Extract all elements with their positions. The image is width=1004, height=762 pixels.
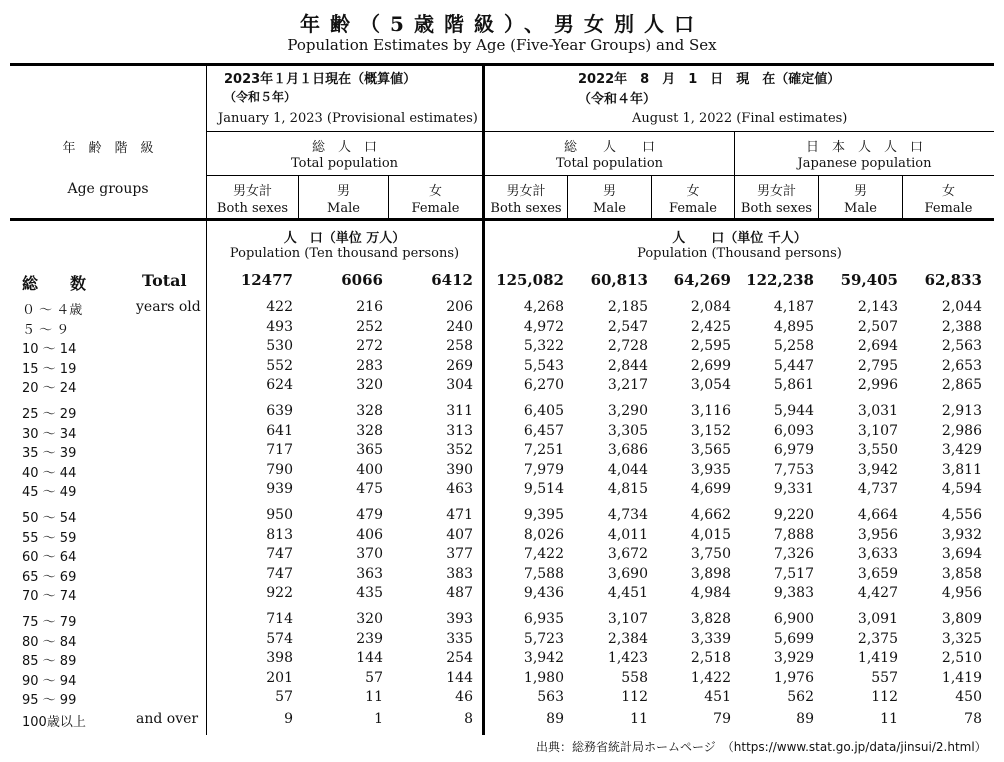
value-cell: 2,388 xyxy=(941,318,982,335)
value-cell: 2,844 xyxy=(607,357,648,374)
value-cell: 2,510 xyxy=(941,650,982,667)
value-cell: 5,543 xyxy=(523,357,564,374)
value-cell: 64,269 xyxy=(673,271,731,289)
value-cell: 60,813 xyxy=(590,271,648,289)
table-row xyxy=(0,423,1004,442)
value-cell: 144 xyxy=(356,650,383,667)
value-cell: 112 xyxy=(621,689,648,706)
age-label: 45 ～ 49 xyxy=(22,485,77,501)
total-2023-en: Total population xyxy=(290,156,399,171)
value-cell: 562 xyxy=(787,689,814,706)
both-sexes-en: Both sexes xyxy=(216,201,289,216)
date-2022-jp: 2022年 8 月 1 日 現 在（確定値） xyxy=(578,72,841,87)
value-cell: 1,419 xyxy=(857,650,898,667)
age-label: 65 ～ 69 xyxy=(22,569,77,585)
value-cell: 3,339 xyxy=(690,630,731,647)
value-cell: 3,550 xyxy=(857,442,898,459)
value-cell: 6,935 xyxy=(523,611,564,627)
value-cell: 3,828 xyxy=(690,611,731,627)
header-line-2 xyxy=(207,175,994,176)
age-suffix: years old xyxy=(136,299,201,315)
value-cell: 59,405 xyxy=(840,271,898,289)
table-row xyxy=(0,689,1004,708)
value-cell: 3,107 xyxy=(607,611,648,627)
value-cell: 4,984 xyxy=(690,585,731,602)
value-cell: 4,956 xyxy=(941,585,982,602)
value-cell: 9,331 xyxy=(773,481,814,498)
value-cell: 2,384 xyxy=(607,630,648,647)
value-cell: 365 xyxy=(356,442,383,459)
value-cell: 2,518 xyxy=(690,650,731,667)
value-cell: 2,375 xyxy=(857,630,898,647)
value-cell: 4,556 xyxy=(941,507,982,523)
value-cell: 2,728 xyxy=(607,338,648,355)
value-cell: 3,152 xyxy=(690,422,731,439)
value-cell: 558 xyxy=(621,669,648,686)
age-label: 60 ～ 64 xyxy=(22,550,77,566)
value-cell: 552 xyxy=(266,357,293,374)
value-cell: 4,737 xyxy=(857,481,898,498)
value-cell: 3,811 xyxy=(941,461,982,478)
value-cell: 3,935 xyxy=(690,461,731,478)
table-row xyxy=(0,319,1004,338)
value-cell: 939 xyxy=(266,481,293,498)
value-cell: 272 xyxy=(356,338,383,355)
value-cell: 641 xyxy=(266,422,293,439)
table-top-border xyxy=(10,63,994,66)
unit-2022-en: Population (Thousand persons) xyxy=(637,246,842,261)
age-label: 20 ～ 24 xyxy=(22,381,77,397)
both-sexes-en: Both sexes xyxy=(490,201,562,216)
male-jp: 男 xyxy=(602,184,616,199)
value-cell: 3,858 xyxy=(941,565,982,582)
value-cell: 57 xyxy=(365,669,383,686)
date-2022-en: August 1, 2022 (Final estimates) xyxy=(632,111,848,126)
value-cell: 9,514 xyxy=(523,481,564,498)
value-cell: 269 xyxy=(446,357,473,374)
value-cell: 239 xyxy=(356,630,383,647)
value-cell: 6,457 xyxy=(523,422,564,439)
value-cell: 254 xyxy=(446,650,473,667)
table-row xyxy=(0,338,1004,357)
value-cell: 216 xyxy=(356,299,383,315)
value-cell: 400 xyxy=(356,461,383,478)
value-cell: 9,395 xyxy=(523,507,564,523)
value-cell: 6066 xyxy=(341,271,383,289)
age-label: 35 ～ 39 xyxy=(22,446,77,462)
value-cell: 3,898 xyxy=(690,565,731,582)
value-cell: 89 xyxy=(546,711,564,727)
value-cell: 3,290 xyxy=(607,403,648,419)
both-sexes-en: Both sexes xyxy=(740,201,813,216)
value-cell: 398 xyxy=(266,650,293,667)
value-cell: 8 xyxy=(464,711,473,727)
value-cell: 8,026 xyxy=(523,526,564,543)
value-cell: 435 xyxy=(356,585,383,602)
value-cell: 451 xyxy=(704,689,731,706)
value-cell: 2,084 xyxy=(690,299,731,315)
value-cell: 5,322 xyxy=(523,338,564,355)
value-cell: 5,258 xyxy=(773,338,814,355)
value-cell: 7,588 xyxy=(523,565,564,582)
unit-2023-jp: 人 口（単位 万人） xyxy=(283,231,406,246)
age-label: 75 ～ 79 xyxy=(22,615,77,630)
value-cell: 4,427 xyxy=(857,585,898,602)
value-cell: 950 xyxy=(266,507,293,523)
table-row xyxy=(0,527,1004,546)
value-cell: 3,031 xyxy=(857,403,898,419)
value-cell: 2,865 xyxy=(941,377,982,394)
value-cell: 3,107 xyxy=(857,422,898,439)
value-cell: 2,653 xyxy=(941,357,982,374)
value-cell: 383 xyxy=(446,565,473,582)
value-cell: 5,447 xyxy=(773,357,814,374)
value-cell: 7,326 xyxy=(773,546,814,563)
value-cell: 2,996 xyxy=(857,377,898,394)
table-row xyxy=(0,507,1004,526)
value-cell: 125,082 xyxy=(496,271,564,289)
unit-2023-en: Population (Ten thousand persons) xyxy=(229,246,460,261)
value-cell: 4,664 xyxy=(857,507,898,523)
age-groups-label-en: Age groups xyxy=(67,181,149,197)
male-en: Male xyxy=(593,201,626,216)
value-cell: 3,929 xyxy=(773,650,814,667)
male-en: Male xyxy=(327,201,360,216)
female-jp: 女 xyxy=(428,184,442,199)
era-2022-jp: （令和４年） xyxy=(578,92,657,107)
value-cell: 390 xyxy=(446,461,473,478)
value-cell: 5,944 xyxy=(773,403,814,419)
female-jp: 女 xyxy=(686,184,700,199)
value-cell: 7,422 xyxy=(523,546,564,563)
value-cell: 5,699 xyxy=(773,630,814,647)
value-cell: 3,672 xyxy=(607,546,648,563)
page-title: 年齢（5歳階級）、男女別人口 xyxy=(300,12,704,36)
value-cell: 6,900 xyxy=(773,611,814,627)
value-cell: 3,429 xyxy=(941,442,982,459)
table-row xyxy=(0,670,1004,689)
value-cell: 370 xyxy=(356,546,383,563)
source-note: 出典：総務省統計局ホームページ （https://www.stat.go.jp/data/jinsui/2.html） xyxy=(536,740,987,754)
value-cell: 352 xyxy=(446,442,473,459)
value-cell: 1,423 xyxy=(607,650,648,667)
value-cell: 283 xyxy=(356,357,383,374)
value-cell: 311 xyxy=(446,403,473,419)
header-bottom-border xyxy=(10,218,994,221)
value-cell: 471 xyxy=(446,507,473,523)
value-cell: 747 xyxy=(266,546,293,563)
value-cell: 122,238 xyxy=(746,271,814,289)
value-cell: 3,091 xyxy=(857,611,898,627)
value-cell: 12477 xyxy=(240,271,293,289)
value-cell: 7,753 xyxy=(773,461,814,478)
value-cell: 3,217 xyxy=(607,377,648,394)
value-cell: 3,942 xyxy=(857,461,898,478)
value-cell: 4,015 xyxy=(690,526,731,543)
value-cell: 3,694 xyxy=(941,546,982,563)
value-cell: 813 xyxy=(266,526,293,543)
header-line-1 xyxy=(207,131,994,132)
value-cell: 4,972 xyxy=(523,318,564,335)
female-en: Female xyxy=(669,201,717,216)
value-cell: 11 xyxy=(365,689,383,706)
value-cell: 335 xyxy=(446,630,473,647)
value-cell: 2,595 xyxy=(690,338,731,355)
value-cell: 112 xyxy=(871,689,898,706)
age-label: 100歳以上 xyxy=(22,715,86,730)
value-cell: 624 xyxy=(266,377,293,394)
date-2023-jp: 2023年１月１日現在（概算値） xyxy=(224,72,417,87)
value-cell: 717 xyxy=(266,442,293,459)
value-cell: 201 xyxy=(266,669,293,686)
value-cell: 2,185 xyxy=(607,299,648,315)
age-label: 55 ～ 59 xyxy=(22,530,77,546)
value-cell: 2,507 xyxy=(857,318,898,335)
page-subtitle: Population Estimates by Age (Five-Year Groups) and Sex xyxy=(287,36,717,54)
japanese-2022-en: Japanese population xyxy=(797,156,932,171)
value-cell: 563 xyxy=(537,689,564,706)
value-cell: 328 xyxy=(356,422,383,439)
value-cell: 2,795 xyxy=(857,357,898,374)
value-cell: 7,979 xyxy=(523,461,564,478)
value-cell: 7,517 xyxy=(773,565,814,582)
age-label: 40 ～ 44 xyxy=(22,465,77,481)
value-cell: 4,451 xyxy=(607,585,648,602)
value-cell: 320 xyxy=(356,611,383,627)
table-row xyxy=(0,358,1004,377)
table-row xyxy=(0,650,1004,669)
table-row xyxy=(0,611,1004,630)
value-cell: 11 xyxy=(630,711,648,727)
value-cell: 479 xyxy=(356,507,383,523)
value-cell: 3,932 xyxy=(941,526,982,543)
value-cell: 3,054 xyxy=(690,377,731,394)
value-cell: 4,268 xyxy=(523,299,564,315)
value-cell: 487 xyxy=(446,585,473,602)
age-label: 85 ～ 89 xyxy=(22,654,77,670)
value-cell: 4,662 xyxy=(690,507,731,523)
table-row xyxy=(0,631,1004,650)
value-cell: 475 xyxy=(356,481,383,498)
date-2023-en: January 1, 2023 (Provisional estimates) xyxy=(218,111,478,126)
value-cell: 2,699 xyxy=(690,357,731,374)
value-cell: 1,976 xyxy=(773,669,814,686)
value-cell: 5,861 xyxy=(773,377,814,394)
value-cell: 3,633 xyxy=(857,546,898,563)
value-cell: 377 xyxy=(446,546,473,563)
value-cell: 62,833 xyxy=(924,271,982,289)
value-cell: 1,980 xyxy=(523,669,564,686)
total-label-en: Total xyxy=(142,271,187,290)
value-cell: 557 xyxy=(871,669,898,686)
value-cell: 7,888 xyxy=(773,526,814,543)
value-cell: 3,659 xyxy=(857,565,898,582)
age-label: 30 ～ 34 xyxy=(22,426,77,442)
value-cell: 5,723 xyxy=(523,630,564,647)
value-cell: 4,895 xyxy=(773,318,814,335)
total-2022-en: Total population xyxy=(555,156,664,171)
value-cell: 3,956 xyxy=(857,526,898,543)
female-en: Female xyxy=(924,201,973,216)
value-cell: 6,979 xyxy=(773,442,814,459)
table-row xyxy=(0,566,1004,585)
age-label: ０ ～ ４歳 xyxy=(22,303,83,318)
male-jp: 男 xyxy=(336,184,350,199)
value-cell: 320 xyxy=(356,377,383,394)
value-cell: 9,220 xyxy=(773,507,814,523)
value-cell: 11 xyxy=(880,711,898,727)
value-cell: 407 xyxy=(446,526,473,543)
value-cell: 78 xyxy=(964,711,982,727)
age-label: 50 ～ 54 xyxy=(22,511,77,526)
value-cell: 9 xyxy=(284,711,293,727)
value-cell: 3,325 xyxy=(941,630,982,647)
age-label: ５ ～ ９ xyxy=(22,322,70,338)
value-cell: 747 xyxy=(266,565,293,582)
total-label-jp: 総 数 xyxy=(22,274,87,293)
value-cell: 4,699 xyxy=(690,481,731,498)
total-row xyxy=(0,271,1004,290)
value-cell: 304 xyxy=(446,377,473,394)
value-cell: 313 xyxy=(446,422,473,439)
value-cell: 4,187 xyxy=(773,299,814,315)
value-cell: 4,734 xyxy=(607,507,648,523)
value-cell: 493 xyxy=(266,318,293,335)
value-cell: 3,750 xyxy=(690,546,731,563)
table-row xyxy=(0,442,1004,461)
value-cell: 6,270 xyxy=(523,377,564,394)
total-2022-jp: 総 人 口 xyxy=(563,140,655,155)
value-cell: 9,436 xyxy=(523,585,564,602)
value-cell: 6412 xyxy=(431,271,473,289)
era-2023-jp: （令和５年） xyxy=(224,90,297,104)
value-cell: 2,694 xyxy=(857,338,898,355)
value-cell: 2,913 xyxy=(941,403,982,419)
value-cell: 922 xyxy=(266,585,293,602)
value-cell: 258 xyxy=(446,338,473,355)
value-cell: 57 xyxy=(275,689,293,706)
value-cell: 1,419 xyxy=(941,669,982,686)
value-cell: 252 xyxy=(356,318,383,335)
japanese-2022-jp: 日 本 人 人 口 xyxy=(805,140,923,155)
male-jp: 男 xyxy=(853,184,867,199)
value-cell: 422 xyxy=(266,299,293,315)
age-label: 15 ～ 19 xyxy=(22,361,77,377)
both-sexes-jp: 男女計 xyxy=(232,184,272,199)
value-cell: 3,690 xyxy=(607,565,648,582)
unit-2022-jp: 人 口（単位 千人） xyxy=(672,231,807,246)
male-en: Male xyxy=(844,201,877,216)
table-row xyxy=(0,711,1004,730)
value-cell: 363 xyxy=(356,565,383,582)
value-cell: 4,815 xyxy=(607,481,648,498)
value-cell: 2,044 xyxy=(941,299,982,315)
age-suffix: and over xyxy=(136,711,199,727)
age-groups-label-jp: 年 齢 階 級 xyxy=(62,141,154,156)
value-cell: 4,011 xyxy=(607,526,648,543)
value-cell: 3,116 xyxy=(690,403,731,419)
value-cell: 3,565 xyxy=(690,442,731,459)
value-cell: 9,383 xyxy=(773,585,814,602)
age-label: 25 ～ 29 xyxy=(22,407,77,422)
female-jp: 女 xyxy=(941,184,955,199)
value-cell: 1,422 xyxy=(690,669,731,686)
value-cell: 7,251 xyxy=(523,442,564,459)
value-cell: 790 xyxy=(266,461,293,478)
value-cell: 530 xyxy=(266,338,293,355)
value-cell: 639 xyxy=(266,403,293,419)
value-cell: 2,425 xyxy=(690,318,731,335)
value-cell: 714 xyxy=(266,611,293,627)
value-cell: 3,809 xyxy=(941,611,982,627)
table-row xyxy=(0,299,1004,318)
table-row xyxy=(0,377,1004,396)
female-en: Female xyxy=(411,201,460,216)
value-cell: 450 xyxy=(955,689,982,706)
both-sexes-jp: 男女計 xyxy=(506,184,546,199)
value-cell: 3,942 xyxy=(523,650,564,667)
value-cell: 3,686 xyxy=(607,442,648,459)
value-cell: 240 xyxy=(446,318,473,335)
value-cell: 393 xyxy=(446,611,473,627)
value-cell: 463 xyxy=(446,481,473,498)
total-2023-jp: 総 人 口 xyxy=(311,140,377,155)
value-cell: 2,547 xyxy=(607,318,648,335)
age-label: 70 ～ 74 xyxy=(22,589,77,605)
value-cell: 328 xyxy=(356,403,383,419)
table-row xyxy=(0,462,1004,481)
table-row xyxy=(0,546,1004,565)
value-cell: 4,044 xyxy=(607,461,648,478)
age-label: 10 ～ 14 xyxy=(22,342,77,358)
value-cell: 574 xyxy=(266,630,293,647)
value-cell: 4,594 xyxy=(941,481,982,498)
both-sexes-jp: 男女計 xyxy=(756,184,796,199)
age-label: 90 ～ 94 xyxy=(22,673,77,689)
value-cell: 1 xyxy=(374,711,383,727)
age-label: 80 ～ 84 xyxy=(22,634,77,650)
value-cell: 6,093 xyxy=(773,422,814,439)
value-cell: 6,405 xyxy=(523,403,564,419)
value-cell: 144 xyxy=(446,669,473,686)
value-cell: 406 xyxy=(356,526,383,543)
age-label: 95 ～ 99 xyxy=(22,693,77,709)
table-row xyxy=(0,481,1004,500)
table-row xyxy=(0,403,1004,422)
value-cell: 46 xyxy=(455,689,473,706)
value-cell: 2,563 xyxy=(941,338,982,355)
value-cell: 79 xyxy=(713,711,731,727)
table-row xyxy=(0,585,1004,604)
value-cell: 3,305 xyxy=(607,422,648,439)
value-cell: 2,986 xyxy=(941,422,982,439)
value-cell: 89 xyxy=(796,711,814,727)
value-cell: 206 xyxy=(446,299,473,315)
value-cell: 2,143 xyxy=(857,299,898,315)
